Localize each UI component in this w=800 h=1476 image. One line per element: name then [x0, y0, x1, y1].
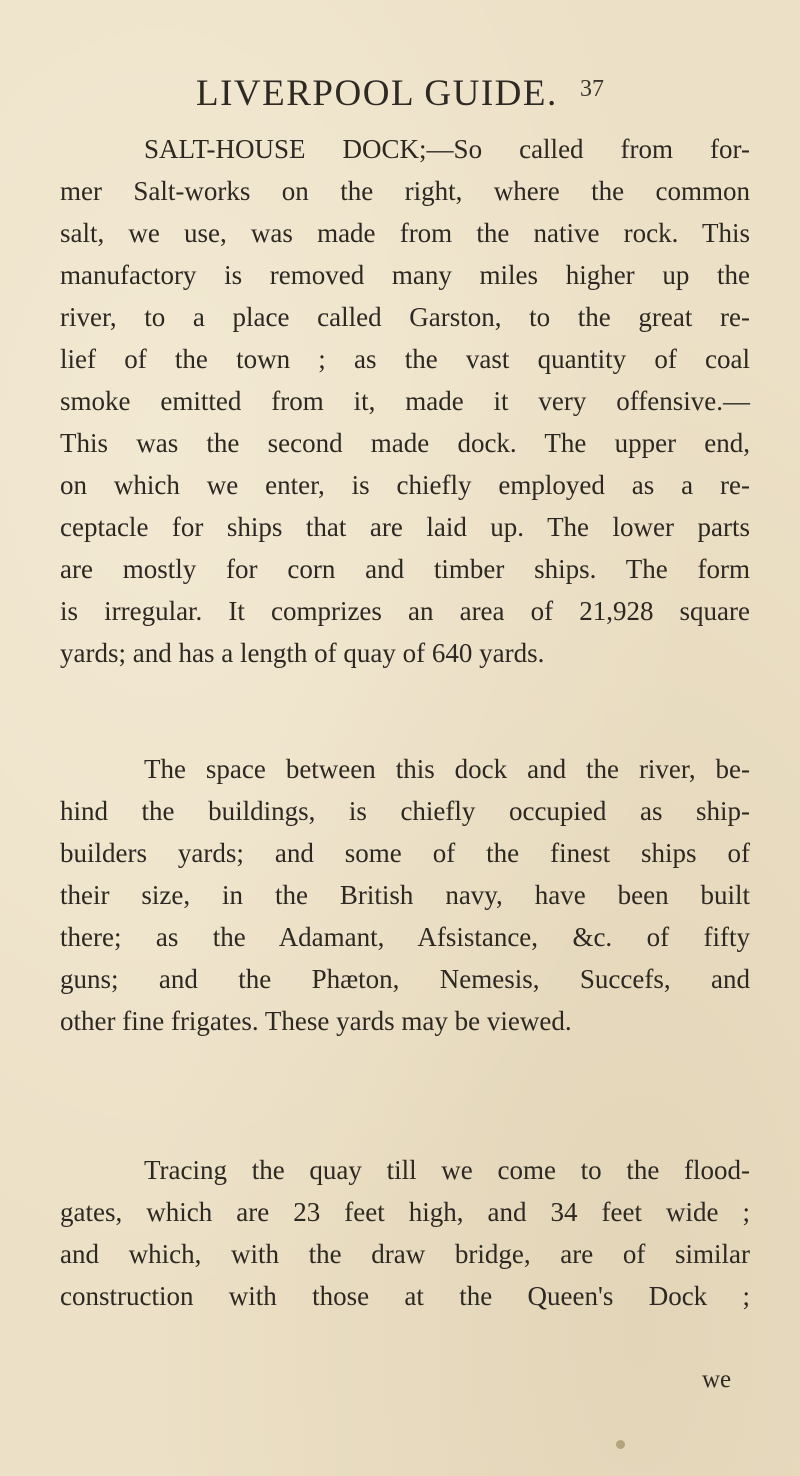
text-line: their size, in the British navy, have been built	[60, 880, 750, 910]
paragraph-salt-house-dock	[60, 128, 750, 674]
running-title: LIVERPOOL GUIDE.	[196, 73, 558, 114]
text-line: gates, which are 23 feet high, and 34 feet wide ;	[60, 1197, 750, 1227]
text-line: yards; and has a length of quay of 640 yards.	[60, 638, 545, 668]
text-line: Tracing the quay till we come to the flood-	[144, 1155, 750, 1185]
running-head	[0, 72, 800, 122]
page-number: 37	[580, 76, 604, 102]
text-line: ceptacle for ships that are laid up. The lower parts	[60, 512, 750, 542]
text-line: builders yards; and some of the finest ships of	[60, 838, 750, 868]
text-line: on which we enter, is chiefly employed as a re-	[60, 470, 750, 500]
text-line: lief of the town ; as the vast quantity of coal	[60, 344, 750, 374]
text-line: river, to a place called Garston, to the great re-	[60, 302, 750, 332]
text-line: are mostly for corn and timber ships. The form	[60, 554, 750, 584]
text-line: salt, we use, was made from the native rock. This	[60, 218, 750, 248]
text-line: This was the second made dock. The upper end,	[60, 428, 750, 458]
text-line: The space between this dock and the river, be-	[144, 754, 750, 784]
text-line: construction with those at the Queen's Dock ;	[60, 1281, 750, 1311]
paragraph-flood-gates	[60, 1149, 750, 1317]
text-line: guns; and the Phæton, Nemesis, Succefs, and	[60, 964, 750, 994]
text-line: manufactory is removed many miles higher up the	[60, 260, 750, 290]
text-line: there; as the Adamant, Afsistance, &c. of fifty	[60, 922, 750, 952]
text-line: other fine frigates. These yards may be viewed.	[60, 1006, 572, 1036]
paper-spot	[616, 1440, 625, 1449]
text-line: and which, with the draw bridge, are of similar	[60, 1239, 750, 1269]
paragraph-ship-builders	[60, 748, 750, 1042]
catchword: we	[702, 1366, 732, 1393]
text-line: smoke emitted from it, made it very offensive.—	[60, 386, 750, 416]
text-line: hind the buildings, is chiefly occupied as ship-	[60, 796, 750, 826]
text-line: mer Salt-works on the right, where the common	[60, 176, 750, 206]
text-line: is irregular. It comprizes an area of 21,928 square	[60, 596, 750, 626]
text-line: SALT-HOUSE DOCK;—So called from for-	[144, 134, 750, 164]
